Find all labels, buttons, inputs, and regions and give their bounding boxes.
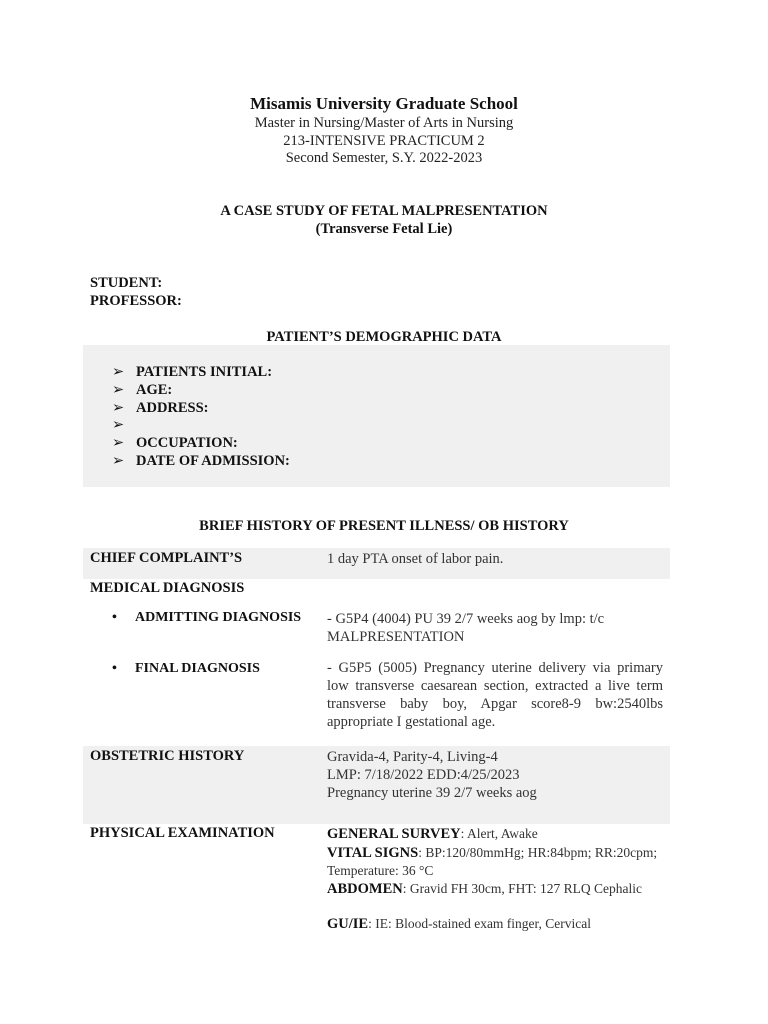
demographic-item: ➢ PATIENTS INITIAL: [112,364,273,380]
final-diagnosis-value: - G5P5 (5005) Pregnancy uterine delivery via primary low transverse caesarean section, extracted a live term transverse baby boy, Apgar score8-9 bw:2540lbs appropriate I gestational age. [327,660,663,730]
demographics-heading: PATIENT’S DEMOGRAPHIC DATA [266,329,502,345]
admitting-diagnosis-value: - G5P4 (4004) PU 39 2/7 weeks aog by lmp: t/c MALPRESENTATION [327,611,605,645]
obstetric-history-label: OBSTETRIC HISTORY [90,748,245,764]
case-subtitle: (Transverse Fetal Lie) [315,221,453,237]
arrow-bullet-icon: ➢ [112,400,125,416]
obstetric-line: Gravida-4, Parity-4, Living-4 [327,749,498,765]
chief-complaint-value: 1 day PTA onset of labor pain. [327,551,504,567]
student-label: STUDENT: [90,275,163,291]
arrow-bullet-icon: ➢ [112,417,125,433]
arrow-bullet-icon: ➢ [112,364,125,380]
course-name: 213-INTENSIVE PRACTICUM 2 [283,133,485,149]
bullet-icon: • [112,661,117,676]
chief-complaint-label: CHIEF COMPLAINT’S [90,550,243,566]
vital-signs: VITAL SIGNS: BP:120/80mmHg; HR:84bpm; RR:20cpm; Temperature: 36 °C [327,844,658,878]
professor-label: PROFESSOR: [90,293,182,309]
final-diagnosis-label: • FINAL DIAGNOSIS [112,661,260,676]
physical-exam-label: PHYSICAL EXAMINATION [90,825,275,841]
obstetric-line: LMP: 7/18/2022 EDD:4/25/2023 [327,767,520,783]
arrow-bullet-icon: ➢ [112,453,125,469]
physical-exam-details [327,825,663,934]
medical-diagnosis-label: MEDICAL DIAGNOSIS [90,580,245,596]
arrow-bullet-icon: ➢ [112,435,125,451]
program-name: Master in Nursing/Master of Arts in Nursing [254,115,514,131]
demographic-item: ➢ OCCUPATION: [112,435,238,451]
general-survey: GENERAL SURVEY: Alert, Awake [327,826,538,842]
gu-ie: GU/IE: IE: Blood-stained exam finger, Cervical [327,916,591,932]
history-heading: BRIEF HISTORY OF PRESENT ILLNESS/ OB HISTORY [199,518,569,534]
bullet-icon: • [112,610,117,625]
demographic-item: ➢ DATE OF ADMISSION: [112,453,290,469]
case-title: A CASE STUDY OF FETAL MALPRESENTATION [220,203,548,219]
arrow-bullet-icon: ➢ [112,382,125,398]
admitting-diagnosis-label: • ADMITTING DIAGNOSIS [112,610,302,625]
demographic-item: ➢ AGE: [112,382,173,398]
school-name: Misamis University Graduate School [250,94,518,113]
semester: Second Semester, S.Y. 2022-2023 [285,150,483,166]
abdomen: ABDOMEN: Gravid FH 30cm, FHT: 127 RLQ Cephalic [327,880,643,897]
obstetric-line: Pregnancy uterine 39 2/7 weeks aog [327,785,537,801]
demographic-item: ➢ ADDRESS: [112,400,209,416]
demographic-item [112,417,136,434]
